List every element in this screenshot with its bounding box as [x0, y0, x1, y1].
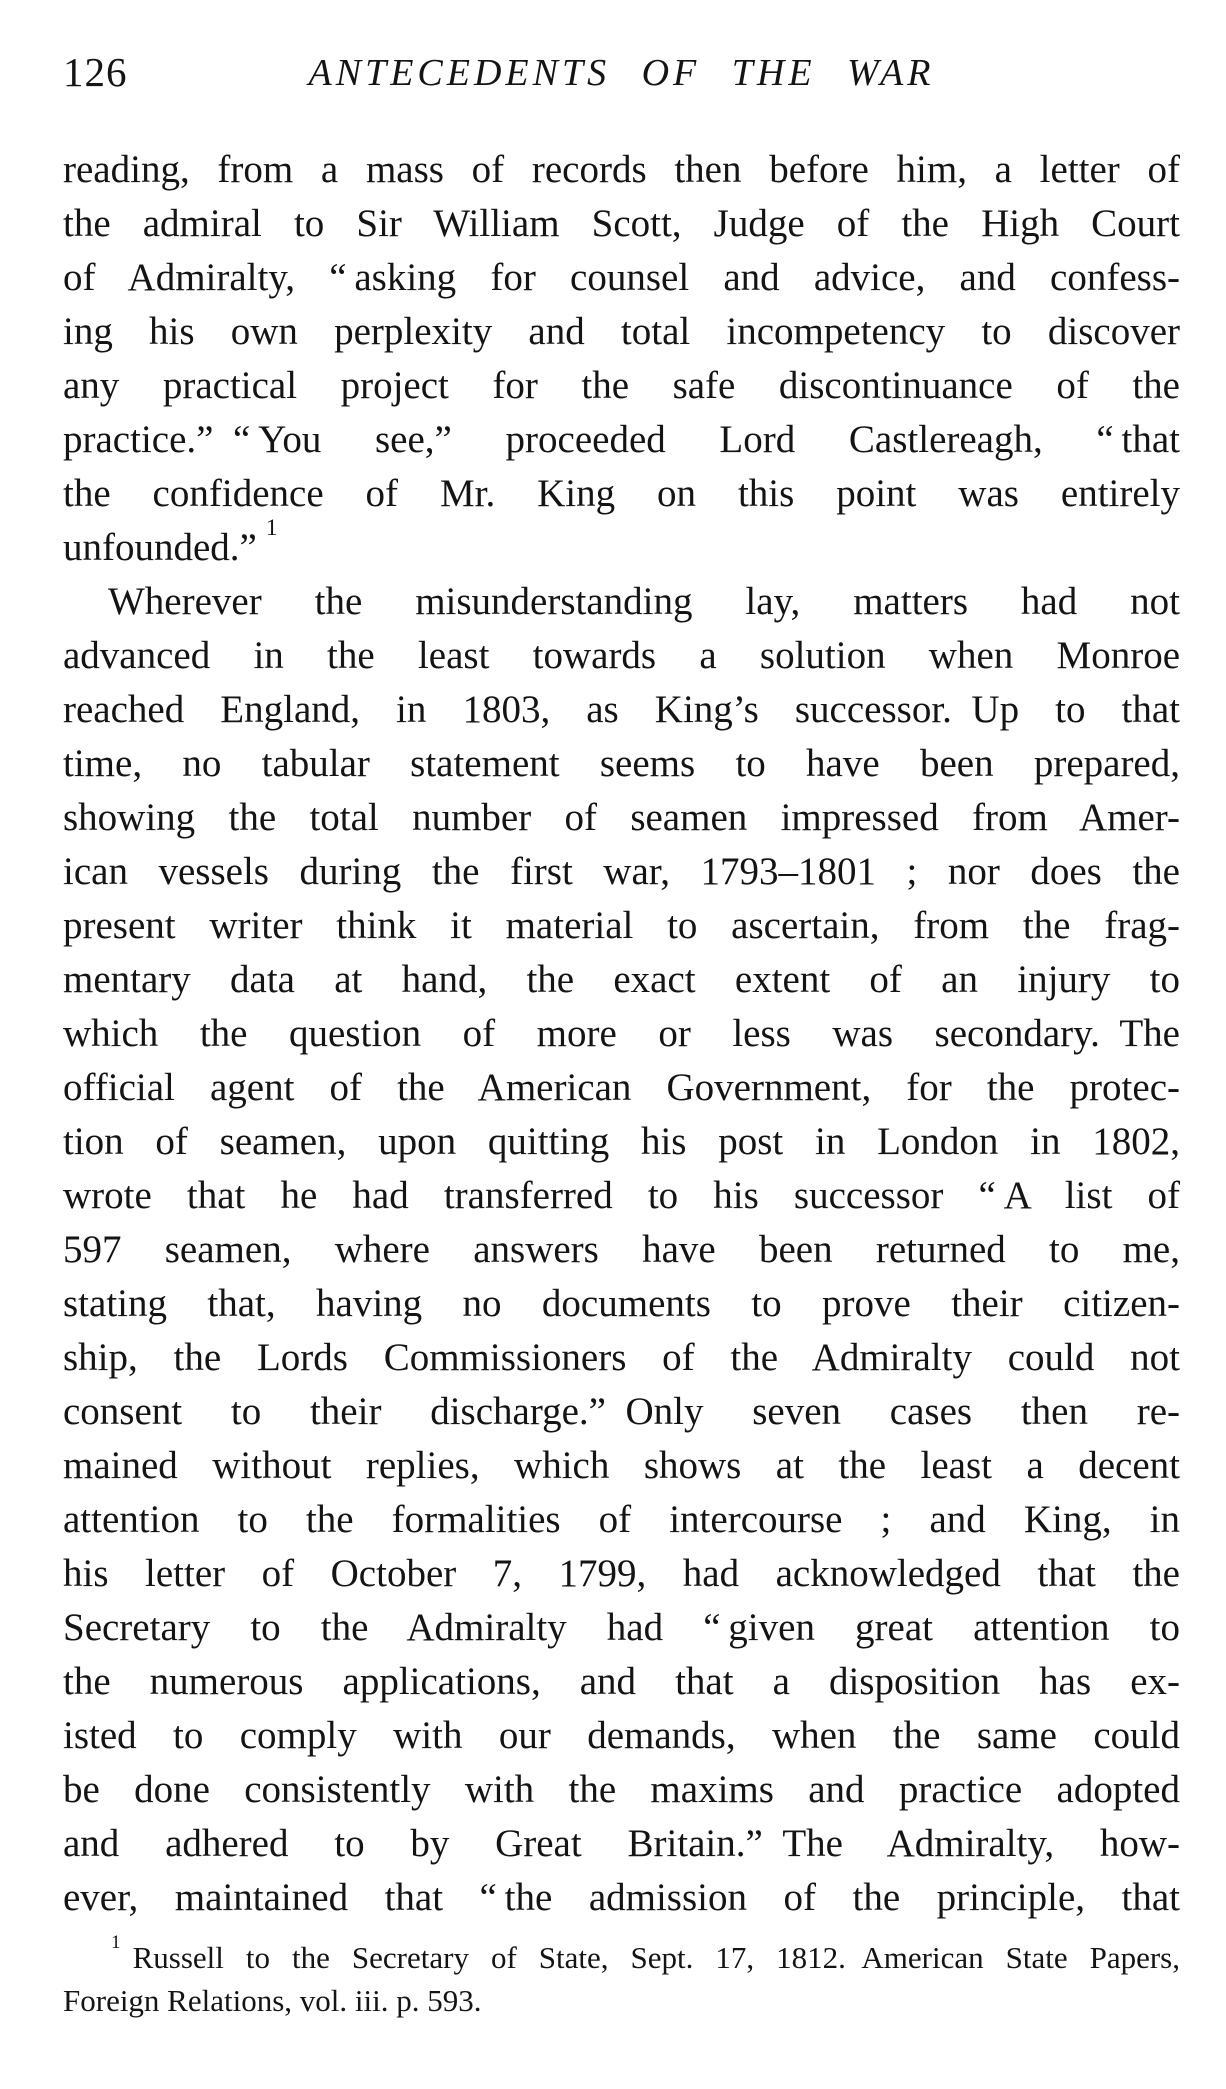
text-line: Secretary to the Admiralty had “ given great attention to — [63, 1606, 1180, 1649]
text-line: attention to the formalities of intercourse ; and King, in — [63, 1498, 1180, 1541]
text-line: any practical project for the safe discontinuance of the — [63, 364, 1180, 407]
text-line: consent to their discharge.” Only seven cases then re- — [63, 1390, 1180, 1433]
text-line: reading, from a mass of records then before him, a letter of — [63, 148, 1180, 191]
text-line: 597 seamen, where answers have been returned to me, — [63, 1228, 1180, 1271]
text-line: Wherever the misunderstanding lay, matters had not — [108, 580, 1180, 623]
text-line: the numerous applications, and that a disposition has ex- — [63, 1660, 1180, 1703]
text-line: his letter of October 7, 1799, had acknowledged that the — [63, 1552, 1180, 1595]
text-line: the admiral to Sir William Scott, Judge of the High Court — [63, 202, 1180, 245]
text-line: Foreign Relations, vol. iii. p. 593. — [63, 1983, 482, 2018]
footnote — [63, 1932, 1180, 2022]
text-line: mained without replies, which shows at the least a decent — [63, 1444, 1180, 1487]
text-line: mentary data at hand, the exact extent of an injury to — [63, 958, 1180, 1001]
running-header: ANTECEDENTS OF THE WAR — [308, 52, 935, 94]
text-line: be done consistently with the maxims and practice adopted — [63, 1768, 1180, 1811]
text-line: ican vessels during the first war, 1793–1801 ; nor does the — [63, 850, 1180, 893]
text-line: advanced in the least towards a solution when Monroe — [63, 634, 1180, 677]
text-line: reached England, in 1803, as King’s successor. Up to that — [63, 688, 1180, 731]
text-line: isted to comply with our demands, when the same could — [63, 1714, 1180, 1757]
footnote-marker: 1 — [111, 1932, 121, 1954]
text-line: official agent of the American Government, for the protec- — [63, 1066, 1180, 1109]
body-text — [63, 143, 1180, 1925]
text-line: and adhered to by Great Britain.” The Admiralty, how- — [63, 1822, 1180, 1865]
text-line: showing the total number of seamen impressed from Amer- — [63, 796, 1180, 839]
text-line: ing his own perplexity and total incompetency to discover — [63, 310, 1180, 353]
paragraph — [63, 143, 1180, 575]
text-line: time, no tabular statement seems to have been prepared, — [63, 742, 1180, 785]
text-line: unfounded.” $^1$ — [63, 515, 278, 569]
text-line: of Admiralty, “ asking for counsel and advice, and confess- — [63, 256, 1180, 299]
paragraph — [63, 575, 1180, 1925]
text-line: $^1$ Russell to the Secretary of State, Sept. 17, 1812. American State Papers, — [111, 1932, 1180, 1975]
text-line: which the question of more or less was secondary. The — [63, 1012, 1180, 1055]
text-line: tion of seamen, upon quitting his post in London in 1802, — [63, 1120, 1180, 1163]
text-line: the confidence of Mr. King on this point was entirely — [63, 472, 1180, 515]
text-line: ever, maintained that “ the admission of the principle, that — [63, 1876, 1180, 1919]
text-line: ship, the Lords Commissioners of the Admiralty could not — [63, 1336, 1180, 1379]
footnote-reference: 1 — [265, 515, 278, 542]
text-line: present writer think it material to ascertain, from the frag- — [63, 904, 1180, 947]
text-line: practice.” “ You see,” proceeded Lord Castlereagh, “ that — [63, 418, 1180, 461]
text-line: stating that, having no documents to prove their citizen- — [63, 1282, 1180, 1325]
text-line: wrote that he had transferred to his successor “ A list of — [63, 1174, 1180, 1217]
page-number: 126 — [63, 49, 128, 95]
